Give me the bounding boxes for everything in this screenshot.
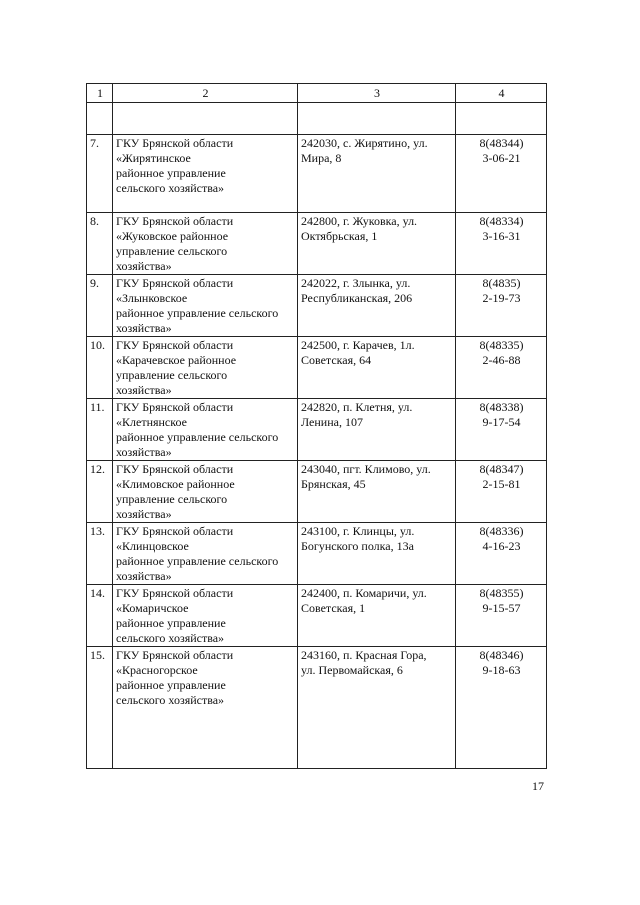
phone-line: 3-16-31 <box>482 229 521 243</box>
organization-cell <box>113 337 298 399</box>
row-number: 13. <box>87 523 113 585</box>
organization-line: районное управление <box>116 166 226 180</box>
header-cell-1: 1 <box>87 84 113 103</box>
address-line: 243040, пгт. Климово, ул. <box>301 462 431 476</box>
organization-line: ГКУ Брянской области <box>116 462 234 476</box>
address-cell <box>298 399 456 461</box>
phone-line: 8(48344) <box>479 136 524 150</box>
address-cell <box>298 523 456 585</box>
address-line: ул. Первомайская, 6 <box>301 663 403 677</box>
row-number: 15. <box>87 647 113 769</box>
table-row <box>87 399 547 461</box>
phone-line: 8(48335) <box>479 338 524 352</box>
row-number: 8. <box>87 213 113 275</box>
phone-line: 9-15-57 <box>482 601 521 615</box>
address-line: 242500, г. Карачев, 1л. <box>301 338 415 352</box>
organization-line: ГКУ Брянской области <box>116 276 234 290</box>
organization-line: ГКУ Брянской области <box>116 586 234 600</box>
phone-cell <box>456 523 547 585</box>
phone-cell <box>456 213 547 275</box>
header-cell-4: 4 <box>456 84 547 103</box>
organization-cell <box>113 523 298 585</box>
organization-line: хозяйства» <box>116 569 172 583</box>
address-cell <box>298 275 456 337</box>
organization-line: «Жуковское районное <box>116 229 229 243</box>
phone-cell <box>456 399 547 461</box>
organization-line: хозяйства» <box>116 383 172 397</box>
organization-cell <box>113 399 298 461</box>
row-number: 10. <box>87 337 113 399</box>
header-cell-2: 2 <box>113 84 298 103</box>
organization-line: хозяйства» <box>116 321 172 335</box>
organization-line: районное управление <box>116 616 226 630</box>
organization-line: ГКУ Брянской области <box>116 524 234 538</box>
organization-line: ГКУ Брянской области <box>116 400 234 414</box>
address-cell <box>298 647 456 769</box>
organization-line: районное управление сельского <box>116 430 279 444</box>
organization-line: ГКУ Брянской области <box>116 214 234 228</box>
address-line: Мира, 8 <box>301 151 342 165</box>
address-line: Ленина, 107 <box>301 415 363 429</box>
phone-cell <box>456 461 547 523</box>
organization-cell <box>113 213 298 275</box>
address-line: 242022, г. Злынка, ул. <box>301 276 411 290</box>
phone-cell <box>456 337 547 399</box>
address-cell <box>298 461 456 523</box>
organization-line: «Клетнянское <box>116 415 187 429</box>
organization-line: управление сельского <box>116 244 228 258</box>
address-line: Богунского полка, 13а <box>301 539 414 553</box>
phone-line: 2-19-73 <box>482 291 521 305</box>
address-line: Брянская, 45 <box>301 477 366 491</box>
address-cell <box>298 585 456 647</box>
phone-line: 8(48346) <box>479 648 524 662</box>
phone-cell <box>456 275 547 337</box>
address-cell <box>298 337 456 399</box>
organization-line: «Красногорское <box>116 663 198 677</box>
organization-line: сельского хозяйства» <box>116 693 225 707</box>
phone-line: 4-16-23 <box>482 539 521 553</box>
row-number: 7. <box>87 135 113 213</box>
organization-cell <box>113 135 298 213</box>
phone-line: 8(4835) <box>482 276 521 290</box>
organization-line: хозяйства» <box>116 507 172 521</box>
address-line: Советская, 64 <box>301 353 372 367</box>
table-row <box>87 523 547 585</box>
row-number: 14. <box>87 585 113 647</box>
address-cell <box>298 213 456 275</box>
address-line: 242400, п. Комаричи, ул. <box>301 586 427 600</box>
phone-cell <box>456 135 547 213</box>
address-line: 242030, с. Жирятино, ул. <box>301 136 428 150</box>
address-line: 242820, п. Клетня, ул. <box>301 400 413 414</box>
address-line: 243160, п. Красная Гора, <box>301 648 427 662</box>
organization-cell <box>113 647 298 769</box>
table-row <box>87 337 547 399</box>
phone-line: 8(48334) <box>479 214 524 228</box>
organization-line: управление сельского <box>116 368 228 382</box>
phone-line: 8(48347) <box>479 462 524 476</box>
address-line: Советская, 1 <box>301 601 366 615</box>
header-cell-3: 3 <box>298 84 456 103</box>
table-row <box>87 275 547 337</box>
organization-line: хозяйства» <box>116 445 172 459</box>
spacer-row <box>87 103 547 135</box>
organization-cell <box>113 585 298 647</box>
row-number: 11. <box>87 399 113 461</box>
phone-cell <box>456 585 547 647</box>
page-number: 17 <box>532 779 544 793</box>
organization-line: ГКУ Брянской области <box>116 136 234 150</box>
organization-line: ГКУ Брянской области <box>116 338 234 352</box>
phone-cell <box>456 647 547 769</box>
table-row <box>87 585 547 647</box>
header-row <box>87 84 547 103</box>
phone-line: 9-18-63 <box>482 663 521 677</box>
phone-line: 8(48336) <box>479 524 524 538</box>
registry-table <box>86 83 547 769</box>
organization-line: «Климовское районное <box>116 477 235 491</box>
row-number: 9. <box>87 275 113 337</box>
organization-line: «Злынковское <box>116 291 188 305</box>
organization-line: «Комаричское <box>116 601 189 615</box>
organization-line: сельского хозяйства» <box>116 631 225 645</box>
phone-line: 3-06-21 <box>482 151 521 165</box>
organization-line: районное управление сельского <box>116 306 279 320</box>
table-row <box>87 647 547 769</box>
address-line: 242800, г. Жуковка, ул. <box>301 214 418 228</box>
organization-line: районное управление <box>116 678 226 692</box>
phone-line: 9-17-54 <box>482 415 521 429</box>
organization-line: ГКУ Брянской области <box>116 648 234 662</box>
organization-line: «Клинцовское <box>116 539 189 553</box>
phone-line: 2-46-88 <box>482 353 521 367</box>
address-line: 243100, г. Клинцы, ул. <box>301 524 415 538</box>
row-number: 12. <box>87 461 113 523</box>
phone-line: 8(48338) <box>479 400 524 414</box>
table-row <box>87 213 547 275</box>
organization-line: «Карачевское районное <box>116 353 237 367</box>
address-line: Республиканская, 206 <box>301 291 413 305</box>
table-row <box>87 135 547 213</box>
organization-line: «Жирятинское <box>116 151 191 165</box>
address-line: Октябрьская, 1 <box>301 229 378 243</box>
organization-line: сельского хозяйства» <box>116 181 225 195</box>
organization-line: управление сельского <box>116 492 228 506</box>
phone-line: 2-15-81 <box>482 477 521 491</box>
organization-cell <box>113 275 298 337</box>
phone-line: 8(48355) <box>479 586 524 600</box>
organization-line: хозяйства» <box>116 259 172 273</box>
address-cell <box>298 135 456 213</box>
table-row <box>87 461 547 523</box>
organization-cell <box>113 461 298 523</box>
organization-line: районное управление сельского <box>116 554 279 568</box>
